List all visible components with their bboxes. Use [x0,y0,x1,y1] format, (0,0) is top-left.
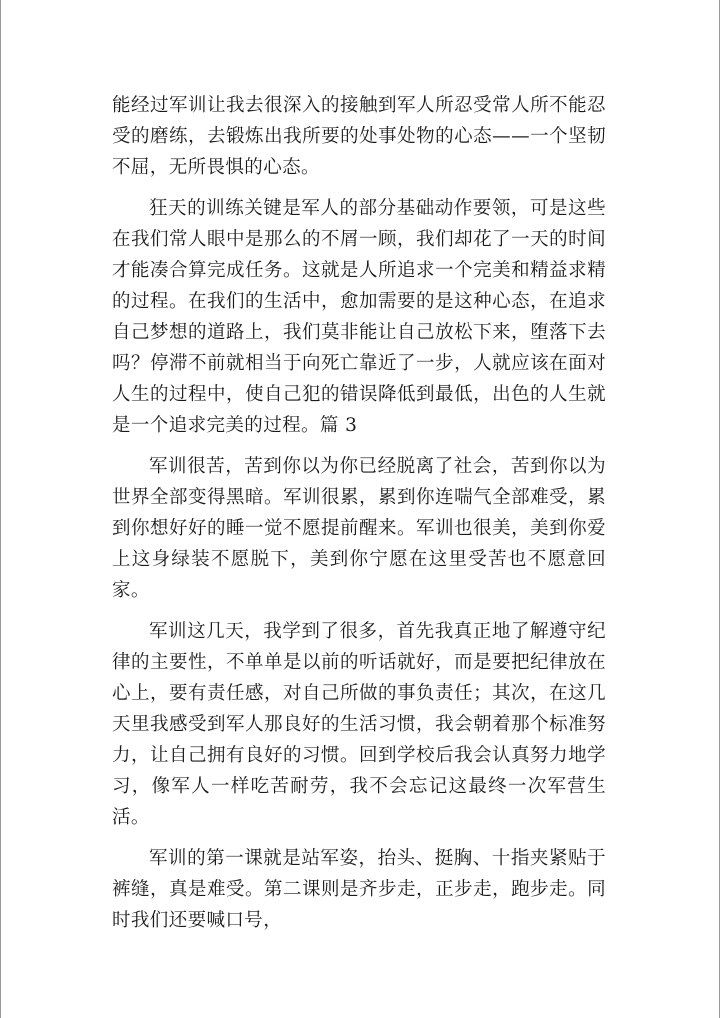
paragraph-5: 军训的第一课就是站军姿，抬头、挺胸、十指夹紧贴于裤缝，真是难受。第二课则是齐步走，正步走，跑步走。同时我们还要喊口号， [112,848,606,931]
paragraph-1: 能经过军训让我去很深入的接触到军人所忍受常人所不能忍受的磨练，去锻炼出我所要的处事处物的心态——一个坚韧不屈，无所畏惧的心态。 [112,95,606,178]
page-left-border [0,0,1,1018]
paragraph-2: 狂天的训练关键是军人的部分基础动作要领，可是这些在我们常人眼中是那么的不屑一顾，我们却花了一天的时间才能凑合算完成任务。这就是人所追求一个完美和精益求精的过程。在我们的生活中，愈加需要的是这种心态，在追求自己梦想的道路上，我们莫非能让自己放松下来，堕落下去吗？停滞不前就相当于向死亡靠近了一步，人就应该在面对人生的过程中，使自己犯的错误降低到最低，出色的人生就是一个追求完美的过程。篇 3 [112,198,606,436]
paragraph-3: 军训很苦，苦到你以为你已经脱离了社会，苦到你以为世界全部变得黑暗。军训很累，累到你连喘气全部难受，累到你想好好的睡一觉不愿提前醒来。军训也很美，美到你爱上这身绿装不愿脱下，美到你宁愿在这里受苦也不愿意回家。 [112,456,606,601]
paragraph-4: 军训这几天，我学到了很多，首先我真正地了解遵守纪律的主要性，不单单是以前的听话就好，而是要把纪律放在心上，要有责任感，对自己所做的事负责任；其次，在这几天里我感受到军人那良好的生活习惯，我会朝着那个标准努力，让自己拥有良好的习惯。回到学校后我会认真努力地学习，像军人一样吃苦耐劳，我不会忘记这最终一次军营生活。 [112,621,606,828]
document-body [112,90,606,946]
